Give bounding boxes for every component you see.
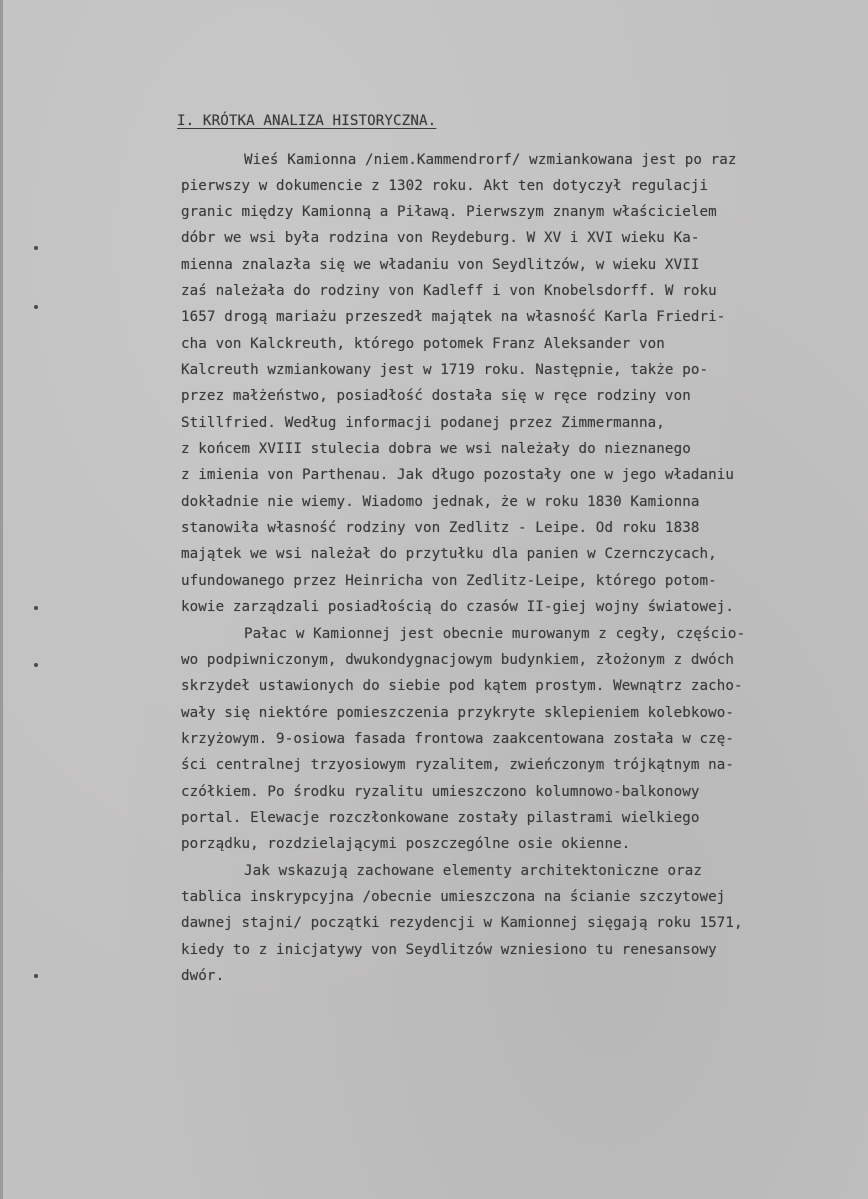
text-line: Wieś Kamionna /niem.Kammendrorf/ wzmiankowana jest po raz [244, 152, 737, 168]
text-line: kowie zarządzali posiadłością do czasów II-giej wojny światowej. [181, 599, 735, 615]
text-line: dóbr we wsi była rodzina von Reydeburg. W XV i XVI wieku Ka- [181, 230, 700, 246]
section-heading: I. KRÓTKA ANALIZA HISTORYCZNA. [177, 113, 437, 129]
text-line: z imienia von Parthenau. Jak długo pozostały one w jego władaniu [181, 467, 735, 483]
text-line: ufundowanego przez Heinricha von Zedlitz-Leipe, którego potom- [181, 573, 717, 589]
text-line: z końcem XVIII stulecia dobra we wsi należały do nieznanego [181, 441, 691, 457]
text-line: czółkiem. Po środku ryzalitu umieszczono kolumnowo-balkonowy [181, 784, 700, 800]
text-line: dawnej stajni/ początki rezydencji w Kamionnej sięgają roku 1571, [181, 915, 743, 931]
text-line: wo podpiwniczonym, dwukondygnacjowym budynkiem, złożonym z dwóch [181, 652, 735, 668]
text-line: Kalcreuth wzmiankowany jest w 1719 roku. Następnie, także po- [181, 362, 709, 378]
text-line: dokładnie nie wiemy. Wiadomo jednak, że w roku 1830 Kamionna [181, 494, 700, 510]
text-line: 1657 drogą mariażu przeszedł majątek na własność Karla Friedri- [181, 309, 726, 325]
text-line: porządku, rozdzielającymi poszczególne osie okienne. [181, 836, 631, 852]
text-line: granic między Kamionną a Piławą. Pierwszym znanym właścicielem [181, 204, 717, 220]
text-line: Pałac w Kamionnej jest obecnie murowanym z cegły, częścio- [244, 626, 746, 642]
text-line: Jak wskazują zachowane elementy architektoniczne oraz [244, 863, 703, 879]
text-line: zaś należała do rodziny von Kadleff i von Knobelsdorff. W roku [181, 283, 717, 299]
text-line: przez małżeństwo, posiadłość dostała się w ręce rodziny von [181, 388, 691, 404]
text-line: stanowiła własność rodziny von Zedlitz - Leipe. Od roku 1838 [181, 520, 700, 536]
text-line: mienna znalazła się we władaniu von Seydlitzów, w wieku XVII [181, 257, 700, 273]
text-line: cha von Kalckreuth, którego potomek Franz Aleksander von [181, 336, 665, 352]
text-line: ści centralnej trzyosiowym ryzalitem, zwieńczonym trójkątnym na- [181, 757, 735, 773]
text-line: Stillfried. Według informacji podanej przez Zimmermanna, [181, 415, 665, 431]
text-line: krzyżowym. 9-osiowa fasada frontowa zaakcentowana została w czę- [181, 731, 735, 747]
text-line: portal. Elewacje rozczłonkowane zostały pilastrami wielkiego [181, 810, 700, 826]
text-line: dwór. [181, 968, 225, 984]
text-line: majątek we wsi należał do przytułku dla panien w Czernczycach, [181, 546, 717, 562]
text-line: skrzydeł ustawionych do siebie pod kątem prostym. Wewnątrz zacho- [181, 678, 743, 694]
text-line: wały się niektóre pomieszczenia przykryte sklepieniem kolebkowo- [181, 705, 735, 721]
text-line: tablica inskrypcyjna /obecnie umieszczona na ścianie szczytowej [181, 889, 726, 905]
text-line: kiedy to z inicjatywy von Seydlitzów wzniesiono tu renesansowy [181, 942, 717, 958]
text-line: pierwszy w dokumencie z 1302 roku. Akt ten dotyczył regulacji [181, 178, 709, 194]
